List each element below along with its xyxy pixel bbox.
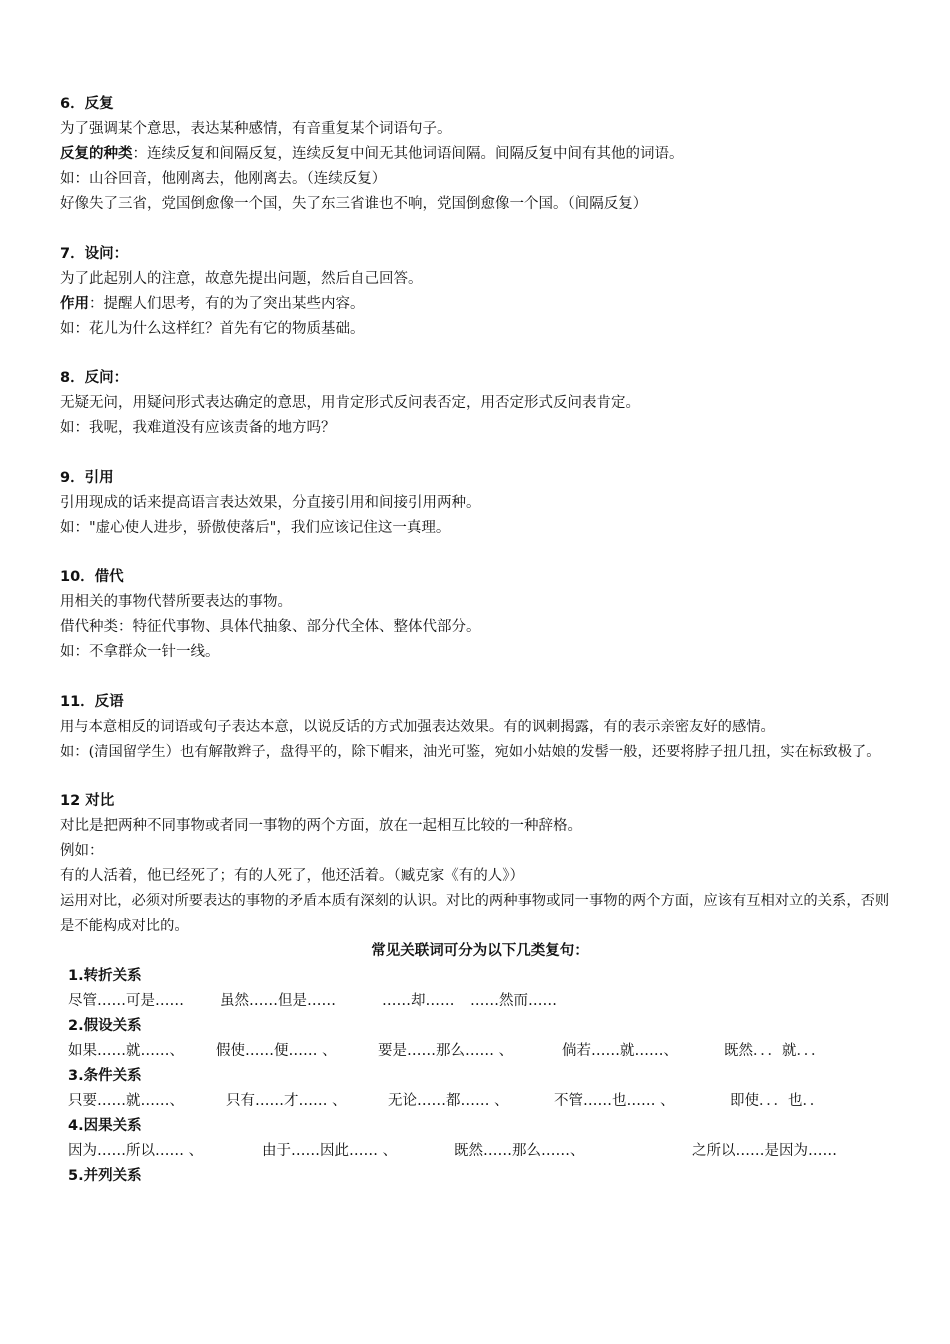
relation-group [60,1164,900,1189]
relation-items [68,1139,900,1164]
conjunctions-section [60,939,900,1189]
section-title: 6．反复 [60,96,114,112]
relation-item: 不管……也…… 、 [554,1093,675,1109]
relation-heading: 1.转折关系 [68,968,142,984]
section-metonymy [60,565,900,665]
section-title: 9．引用 [60,469,114,486]
relation-item: 倘若……就……、 [562,1043,678,1059]
paragraph-line: 有的人活着，他已经死了；有的人死了，他还活着。（臧克家《有的人》） [60,868,524,884]
paragraph-line: 对比是把两种不同事物或者同一事物的两个方面，放在一起相互比较的一种辞格。 [60,818,582,834]
paragraph-line: 好像失了三省，党国倒愈像一个国，失了东三省谁也不响，党国倒愈像一个国。（间隔反复） [60,196,648,212]
line-text: ：提醒人们思考，有的为了突出某些内容。 [89,295,365,312]
relation-group [60,1014,900,1064]
relation-item: 只要……就……、 [68,1093,184,1109]
relation-item: 只有……才…… 、 [226,1093,347,1109]
paragraph-line: 如：不拿群众一针一线。 [60,644,220,660]
paragraph-line: 运用对比，必须对所要表达的事物的矛盾本质有深刻的认识。对比的两种事物或同一事物的两个方面，应该有互相对立的关系，否则是不能构成对比的。 [60,893,890,934]
paragraph-line: 用与本意相反的词语或句子表达本意，以说反话的方式加强表达效果。有的讽刺揭露，有的表示亲密友好的感情。 [60,718,775,735]
relation-item: 假使……便…… 、 [216,1043,337,1059]
relation-item: 既然．．．就．．． [724,1043,826,1059]
bold-label: 反复的种类 [60,146,133,162]
relation-items [68,1039,900,1064]
section-title: 12 对比 [60,793,115,809]
paragraph-line [60,292,900,317]
relation-item: 如果……就……、 [68,1043,184,1059]
section-counter-question [60,366,900,441]
section-quotation [60,466,900,541]
bold-label: 作用 [60,295,89,312]
relation-heading: 4.因果关系 [68,1118,142,1134]
section-repetition [60,92,900,217]
relation-item: 既然……那么……、 [454,1143,585,1159]
relation-item: 之所以……是因为…… [692,1143,837,1159]
paragraph-line: 用相关的事物代替所要表达的事物。 [60,594,292,610]
paragraph-line: 无疑无问，用疑问形式表达确定的意思，用肯定形式反问表否定，用否定形式反问表肯定。 [60,395,640,411]
document-page [60,92,900,1189]
paragraph-line: 例如： [60,843,104,859]
section-title: 11．反语 [60,693,124,710]
paragraph-line: 如：我呢，我难道没有应该责备的地方吗？ [60,420,336,436]
paragraph-line: 为了强调某个意思，表达某种感情，有音重复某个词语句子。 [60,121,452,137]
section-irony [60,690,900,765]
section-rhetorical-question [60,242,900,342]
relation-items [68,1089,900,1114]
relation-heading: 5.并列关系 [68,1168,142,1184]
relation-item: ……然而…… [470,993,557,1009]
section-title: 8．反问： [60,370,129,386]
relation-item: 虽然……但是…… [220,993,336,1009]
relation-item: 尽管……可是…… [68,993,184,1009]
paragraph-line: 引用现成的话来提高语言表达效果，分直接引用和间接引用两种。 [60,494,481,511]
paragraph-line [60,142,900,167]
paragraph-line: 借代种类：特征代事物、具体代抽象、部分代全体、整体代部分。 [60,619,481,635]
relation-item: 由于……因此…… 、 [262,1143,398,1159]
relation-item: ……却…… [382,993,455,1009]
relation-item: 无论……都…… 、 [388,1093,509,1109]
paragraph-line: 为了此起别人的注意，故意先提出问题，然后自己回答。 [60,270,423,287]
relation-group [60,1114,900,1164]
section-title: 10．借代 [60,569,124,585]
paragraph-line: 如："虚心使人进步，骄傲使落后"，我们应该记住这一真理。 [60,519,451,536]
paragraph-line: 如：花儿为什么这样红？首先有它的物质基础。 [60,320,365,337]
relation-items [68,989,900,1014]
section-title: 7．设问： [60,245,129,262]
relation-item: 要是……那么…… 、 [378,1043,514,1059]
conjunctions-title: 常见关联词可分为以下几类复句： [371,943,589,959]
relation-heading: 3.条件关系 [68,1068,142,1084]
relation-group [60,964,900,1014]
relation-item: 即使．．．也．． [730,1093,825,1109]
relation-heading: 2.假设关系 [68,1018,142,1034]
paragraph-line: 如：山谷回音，他刚离去，他刚离去。（连续反复） [60,171,387,187]
relation-group [60,1064,900,1114]
paragraph-line: 如：(清国留学生）也有解散辫子，盘得平的，除下帽来，油光可鉴，宛如小姑娘的发髻一般，还要将脖子扭几扭，实在标致极了。 [60,743,881,760]
relation-item: 因为……所以…… 、 [68,1143,204,1159]
line-text: ：连续反复和间隔反复，连续反复中间无其他词语间隔。间隔反复中间有其他的词语。 [132,146,684,162]
section-contrast [60,789,900,939]
